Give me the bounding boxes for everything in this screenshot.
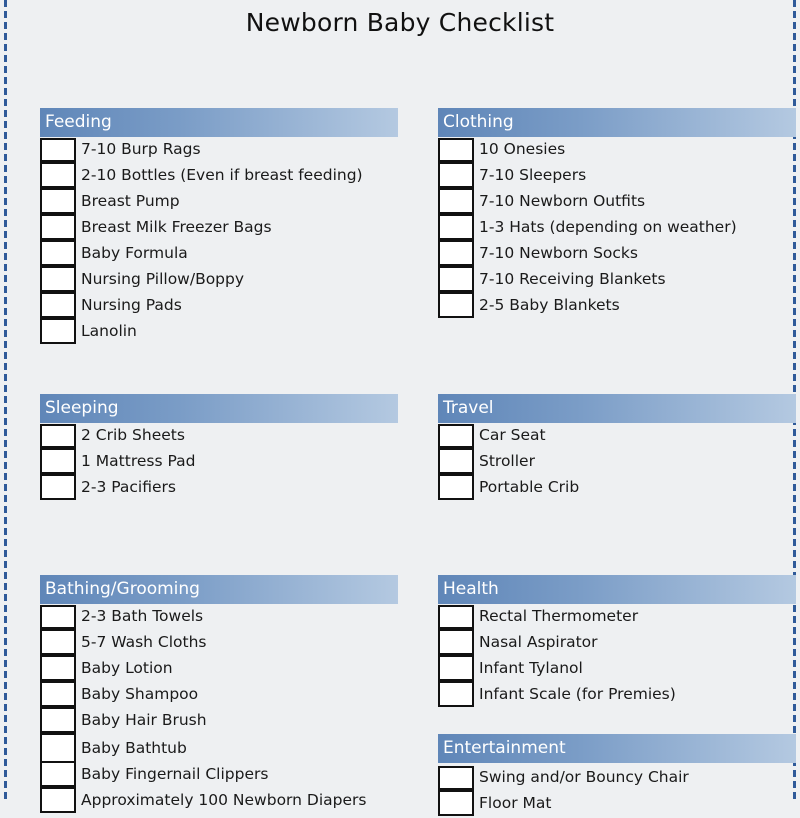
checkbox[interactable] (40, 761, 76, 787)
list-item (438, 216, 796, 242)
checkbox[interactable] (40, 605, 76, 629)
section-clothing (438, 108, 796, 320)
item-label: 7-10 Burp Rags (81, 140, 201, 158)
list-item (40, 476, 398, 502)
section-bathing-grooming (40, 575, 398, 815)
list-item (438, 242, 796, 268)
checkbox[interactable] (438, 790, 474, 816)
checkbox[interactable] (40, 707, 76, 733)
checklist-travel (438, 424, 796, 502)
checkbox[interactable] (438, 214, 474, 240)
checklist-entertainment (438, 766, 796, 818)
checkbox[interactable] (438, 448, 474, 474)
checkbox[interactable] (438, 188, 474, 214)
list-item (40, 735, 398, 763)
list-item (438, 450, 796, 476)
section-header-feeding: Feeding (40, 108, 398, 137)
item-label: 5-7 Wash Cloths (81, 633, 207, 651)
item-label: 1 Mattress Pad (81, 452, 196, 470)
checkbox[interactable] (40, 787, 76, 813)
checkbox[interactable] (438, 424, 474, 448)
list-item (438, 605, 796, 631)
checkbox[interactable] (40, 214, 76, 240)
checklist-health (438, 605, 796, 709)
list-item (40, 320, 398, 346)
list-item (40, 709, 398, 735)
checkbox[interactable] (438, 474, 474, 500)
item-label: 7-10 Sleepers (479, 166, 587, 184)
list-item (40, 190, 398, 216)
checkbox[interactable] (40, 318, 76, 344)
list-item (438, 138, 796, 164)
list-item (40, 450, 398, 476)
item-label: 2 Crib Sheets (81, 426, 185, 444)
checkbox[interactable] (40, 733, 76, 763)
list-item (438, 424, 796, 450)
item-label: 10 Onesies (479, 140, 566, 158)
item-label: 2-3 Bath Towels (81, 607, 204, 625)
checkbox[interactable] (40, 266, 76, 292)
page-title: Newborn Baby Checklist (245, 8, 555, 37)
item-label: Rectal Thermometer (479, 607, 639, 625)
list-item (40, 657, 398, 683)
item-label: 2-10 Bottles (Even if breast feeding) (81, 166, 363, 184)
checkbox[interactable] (438, 162, 474, 188)
section-header-sleeping: Sleeping (40, 394, 398, 423)
checkbox[interactable] (438, 629, 474, 655)
item-label: Breast Milk Freezer Bags (81, 218, 272, 236)
checklist-feeding (40, 138, 398, 346)
item-label: 7-10 Receiving Blankets (479, 270, 666, 288)
section-health (438, 575, 796, 709)
section-feeding (40, 108, 398, 346)
list-item (438, 657, 796, 683)
checkbox[interactable] (40, 188, 76, 214)
list-item (438, 766, 796, 792)
list-item (40, 683, 398, 709)
item-label: Swing and/or Bouncy Chair (479, 768, 689, 786)
list-item (40, 763, 398, 789)
item-label: 1-3 Hats (depending on weather) (479, 218, 737, 236)
item-label: Infant Tylanol (479, 659, 583, 677)
checkbox[interactable] (40, 424, 76, 448)
item-label: Baby Fingernail Clippers (81, 765, 269, 783)
item-label: Baby Formula (81, 244, 188, 262)
checkbox[interactable] (438, 766, 474, 790)
checklist-bathing-grooming (40, 605, 398, 815)
dashed-border-left (4, 0, 7, 800)
checkbox[interactable] (40, 655, 76, 681)
list-item (40, 605, 398, 631)
checkbox[interactable] (40, 138, 76, 162)
list-item (40, 242, 398, 268)
item-label: Stroller (479, 452, 535, 470)
section-header-clothing: Clothing (438, 108, 796, 137)
checklist-sleeping (40, 424, 398, 502)
item-label: 7-10 Newborn Socks (479, 244, 638, 262)
list-item (438, 164, 796, 190)
section-header-entertainment: Entertainment (438, 734, 796, 763)
checkbox[interactable] (438, 240, 474, 266)
list-item (40, 789, 398, 815)
item-label: Nasal Aspirator (479, 633, 598, 651)
checkbox[interactable] (438, 292, 474, 318)
checkbox[interactable] (438, 655, 474, 681)
item-label: Baby Lotion (81, 659, 173, 677)
list-item (438, 476, 796, 502)
item-label: 2-5 Baby Blankets (479, 296, 620, 314)
section-sleeping (40, 394, 398, 502)
checkbox[interactable] (40, 474, 76, 500)
item-label: Baby Hair Brush (81, 711, 207, 729)
list-item (40, 216, 398, 242)
checkbox[interactable] (40, 292, 76, 318)
list-item (438, 792, 796, 818)
list-item (40, 631, 398, 657)
checkbox[interactable] (40, 629, 76, 655)
section-header-health: Health (438, 575, 796, 604)
checkbox[interactable] (40, 681, 76, 707)
item-label: Nursing Pillow/Boppy (81, 270, 245, 288)
item-label: Breast Pump (81, 192, 180, 210)
item-label: Car Seat (479, 426, 546, 444)
checkbox[interactable] (40, 448, 76, 474)
list-item (438, 631, 796, 657)
list-item (40, 294, 398, 320)
checkbox[interactable] (438, 266, 474, 292)
item-label: Baby Bathtub (81, 739, 187, 757)
checkbox[interactable] (438, 605, 474, 629)
item-label: Floor Mat (479, 794, 552, 812)
checkbox[interactable] (438, 681, 474, 707)
section-header-bathing-grooming: Bathing/Grooming (40, 575, 398, 604)
item-label: Baby Shampoo (81, 685, 199, 703)
checkbox[interactable] (438, 138, 474, 162)
list-item (438, 190, 796, 216)
item-label: 7-10 Newborn Outfits (479, 192, 646, 210)
list-item (40, 138, 398, 164)
item-label: Infant Scale (for Premies) (479, 685, 676, 703)
checklist-clothing (438, 138, 796, 320)
list-item (40, 268, 398, 294)
section-travel (438, 394, 796, 502)
item-label: Approximately 100 Newborn Diapers (81, 791, 367, 809)
item-label: Nursing Pads (81, 296, 182, 314)
checkbox[interactable] (40, 240, 76, 266)
list-item (438, 268, 796, 294)
list-item (438, 683, 796, 709)
list-item (40, 424, 398, 450)
item-label: Portable Crib (479, 478, 580, 496)
item-label: Lanolin (81, 322, 137, 340)
list-item (438, 294, 796, 320)
item-label: 2-3 Pacifiers (81, 478, 176, 496)
section-header-travel: Travel (438, 394, 796, 423)
list-item (40, 164, 398, 190)
checkbox[interactable] (40, 162, 76, 188)
section-entertainment (438, 734, 796, 818)
